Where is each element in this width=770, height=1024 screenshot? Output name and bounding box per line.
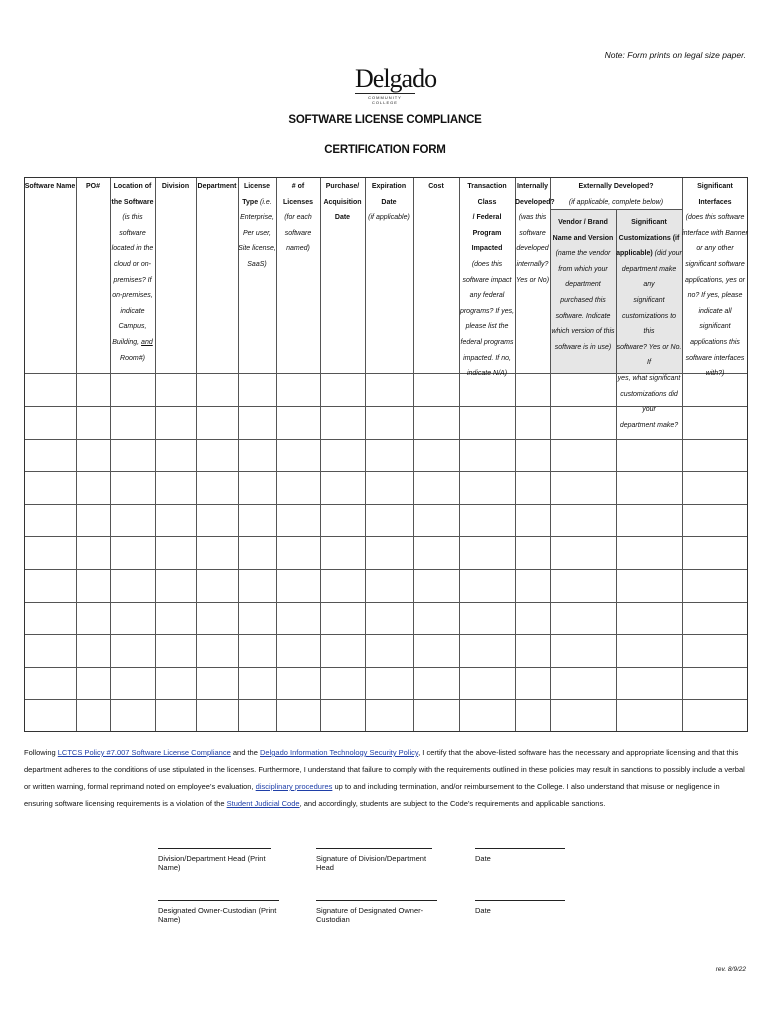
lctcs-policy-link[interactable]: LCTCS Policy #7.007 Software License Compliance — [57, 748, 231, 757]
logo-subtitle: COMMUNITY COLLEGE — [355, 93, 415, 105]
head-date-field[interactable]: Date — [475, 848, 565, 863]
legal-paper-note: Note: Form prints on legal size paper. — [604, 50, 746, 60]
col-po-number: PO# — [85, 183, 100, 190]
col-department: Department — [197, 183, 237, 190]
logo-wordmark: Delgado — [355, 64, 437, 93]
form-subtitle: CERTIFICATION FORM — [324, 144, 446, 156]
owner-date-field[interactable]: Date — [475, 900, 565, 915]
col-customizations: Significant Customizations (if applicable) (did your department make any significant customizations to this software? Yes or No. If yes, what significant customizations did your department make? — [616, 219, 682, 429]
col-externally-developed: Externally Developed? (if applicable, complete below) — [568, 183, 664, 206]
col-location: Location of the Software (is this software located in the cloud or on- premises? If on-premises, indicate Campus, Building, and Room#) — [111, 183, 154, 362]
student-judicial-code-link[interactable]: Student Judicial Code — [226, 799, 300, 808]
revision-date: rev. 8/9/22 — [715, 966, 746, 973]
col-division: Division — [161, 183, 190, 190]
col-purchase-date: Purchase/ Acquisition Date — [323, 183, 362, 222]
col-expiration-date: Expiration Date (if applicable) — [368, 183, 410, 222]
head-signature-field[interactable]: Signature of Division/Department Head — [316, 848, 432, 872]
col-significant-interfaces: Significant Interfaces (does this software interface with Banner or any other significant software applications, yes or no? If yes, please indicate all significant applications this software interfaces with?) — [682, 183, 748, 378]
col-software-name: Software Name — [24, 183, 76, 190]
form-title: SOFTWARE LICENSE COMPLIANCE — [288, 114, 482, 126]
col-vendor-brand: Vendor / Brand Name and Version (name the vendor from which your department purchased this software. Indicate which version of this software is in use) — [551, 219, 615, 351]
certification-statement: Following LCTCS Policy #7.007 Software License Compliance and the Delgado Information Technology Security Policy, I certify that the above-listed software has the necessary and appropriate licensing and that this department adheres to the conditions of use stipulated in the licenses. Furthermore, I understand that failure to comply with the requirements outlined in these policies may result in sanctions to possibly include a verbal or written warning, formal reprimand noted on employee’s evaluation, disciplinary procedures up to and including termination, and/or reimbursement to the College. I also understand that misuse or negligence in ensuring software licensing requirements is a violation of the Student Judicial Code, and accordingly, students are subject to the Code’s requirements and applicable sanctions. — [24, 748, 745, 808]
col-license-type: License Type (i.e. Enterprise, Per user, Site license, SaaS) — [238, 183, 276, 268]
col-internally-developed: Internally Developed? (was this software developed internally? Yes or No) — [515, 183, 555, 284]
disciplinary-procedures-link[interactable]: disciplinary procedures — [255, 782, 333, 791]
it-security-policy-link[interactable]: Delgado Information Technology Security Policy — [259, 748, 419, 757]
col-transaction-class: Transaction Class / Federal Program Impacted (does this software impact any federal programs? If yes, please list the federal programs impacted. If no, indicate N/A) — [459, 183, 515, 378]
col-num-licenses: # of Licenses (for each software named) — [283, 183, 313, 253]
owner-signature-field[interactable]: Signature of Designated Owner-Custodian — [316, 900, 437, 924]
compliance-table — [24, 177, 748, 732]
col-cost: Cost — [428, 183, 444, 190]
owner-print-name-field[interactable]: Designated Owner-Custodian (Print Name) — [158, 900, 279, 924]
head-print-name-field[interactable]: Division/Department Head (Print Name) — [158, 848, 271, 872]
delgado-logo — [355, 64, 437, 105]
